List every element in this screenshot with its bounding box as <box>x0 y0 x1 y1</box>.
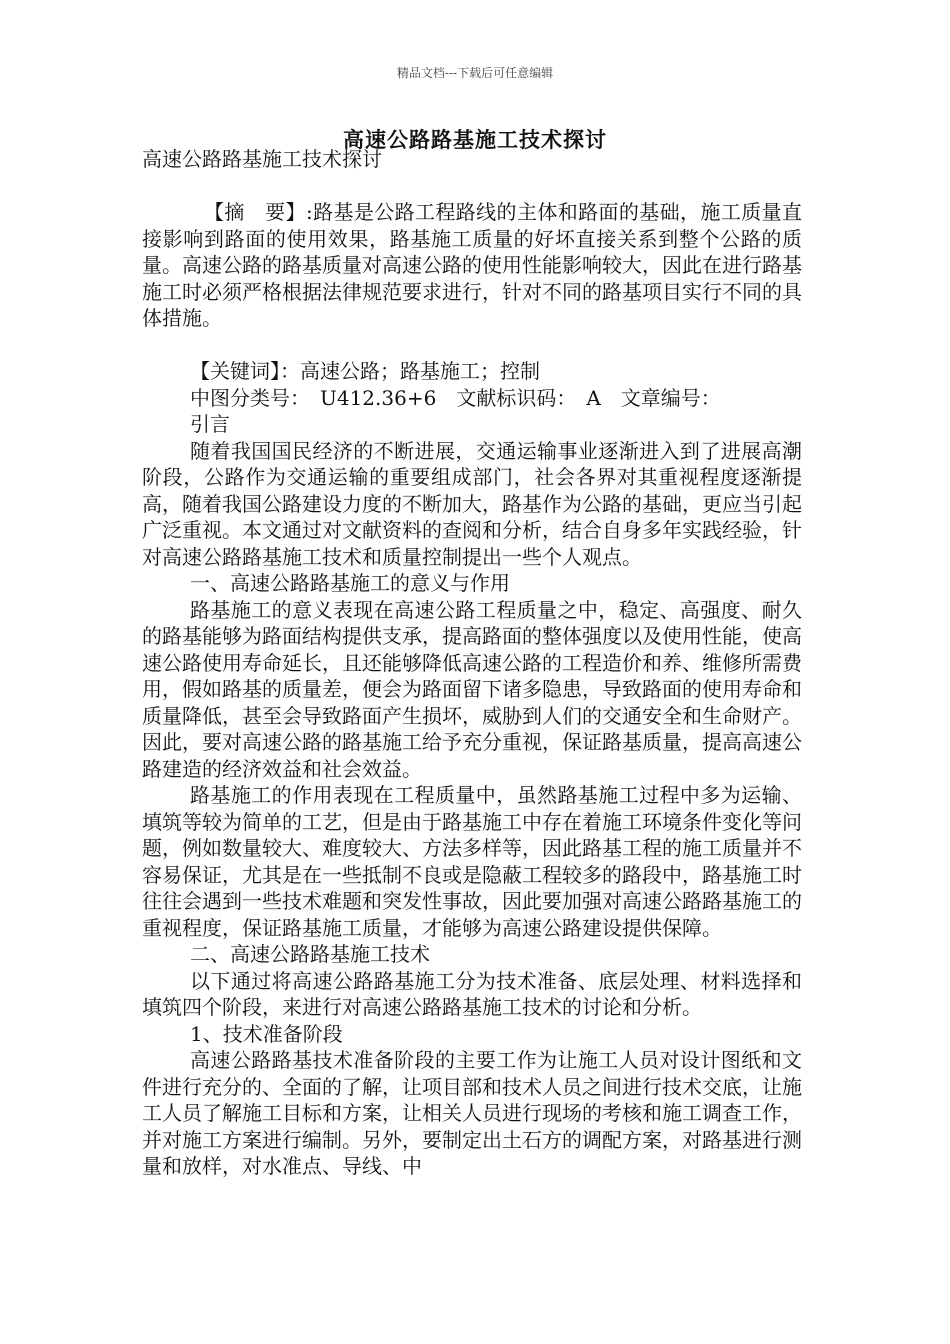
document-title: 高速公路路基施工技术探讨 <box>343 127 607 152</box>
document-body <box>142 146 802 1180</box>
section-heading-1: 一、高速公路路基施工的意义与作用 <box>190 571 510 595</box>
classification-line: 中图分类号： U412.36+6 文献标识码： A 文章编号： <box>190 385 721 410</box>
body-paragraph: 路基施工的意义表现在高速公路工程质量之中，稳定、高强度、耐久的路基能够为路面结构提供支承，提高路面的整体强度以及使用性能，使高速公路使用寿命延长，且还能够降低高速公路的工程造价和养、维修所需费用，假如路基的质量差，便会为路面留下诸多隐患，导致路面的使用寿命和质量降低，甚至会导致路面产生损坏，威胁到人们的交通安全和生命财产。因此，要对高速公路的路基施工给予充分重视，保证路基质量，提高高速公路建造的经济效益和社会效益。 <box>142 597 802 781</box>
page-header: 精品文档---下载后可任意编辑 <box>396 66 554 80</box>
abstract-paragraph: 【摘 要】:路基是公路工程路线的主体和路面的基础，施工质量直接影响到路面的使用效果，路基施工质量的好坏直接关系到整个公路的质量。高速公路的路基质量对高速公路的使用性能影响较大，因此在进行路基施工时必须严格根据法律规范要求进行，针对不同的路基项目实行不同的具体措施。 <box>142 200 802 330</box>
body-paragraph: 高速公路路基技术准备阶段的主要工作为让施工人员对设计图纸和文件进行充分的、全面的了解，让项目部和技术人员之间进行技术交底，让施工人员了解施工目标和方案，让相关人员进行现场的考核和施工调查工作，并对施工方案进行编制。另外，要制定出土石方的调配方案，对路基进行测量和放样，对水准点、导线、中 <box>142 1048 802 1178</box>
body-paragraph: 以下通过将高速公路路基施工分为技术准备、底层处理、材料选择和填筑四个阶段，来进行对高速公路路基施工技术的讨论和分析。 <box>142 968 802 1019</box>
body-paragraph: 路基施工的作用表现在工程质量中，虽然路基施工过程中多为运输、填筑等较为简单的工艺，但是由于路基施工中存在着施工环境条件变化等问题，例如数量较大、难度较大、方法多样等，因此路基工程的施工质量并不容易保证，尤其是在一些抵制不良或是隐蔽工程较多的路段中，路基施工时往往会遇到一些技术难题和突发性事故，因此要加强对高速公路路基施工的重视程度，保证路基施工质量，才能够为高速公路建设提供保障。 <box>142 783 802 940</box>
document-subtitle: 高速公路路基施工技术探讨 <box>142 147 382 171</box>
blank-line <box>142 332 802 359</box>
body-paragraph: 随着我国国民经济的不断进展，交通运输事业逐渐进入到了进展高潮阶段，公路作为交通运输的重要组成部门，社会各界对其重视程度逐渐提高，随着我国公路建设力度的不断加大，路基作为公路的基础，更应当引起广泛重视。本文通过对文献资料的查阅和分析，结合自身多年实践经验，针对高速公路路基施工技术和质量控制提出一些个人观点。 <box>142 438 802 569</box>
subsection-heading-1: 1、技术准备阶段 <box>190 1021 343 1046</box>
blank-line <box>142 173 802 200</box>
keywords-line: 【关键词】：高速公路；路基施工；控制 <box>190 359 540 383</box>
section-heading-2: 二、高速公路路基施工技术 <box>190 942 430 966</box>
section-heading-intro: 引言 <box>190 412 230 436</box>
